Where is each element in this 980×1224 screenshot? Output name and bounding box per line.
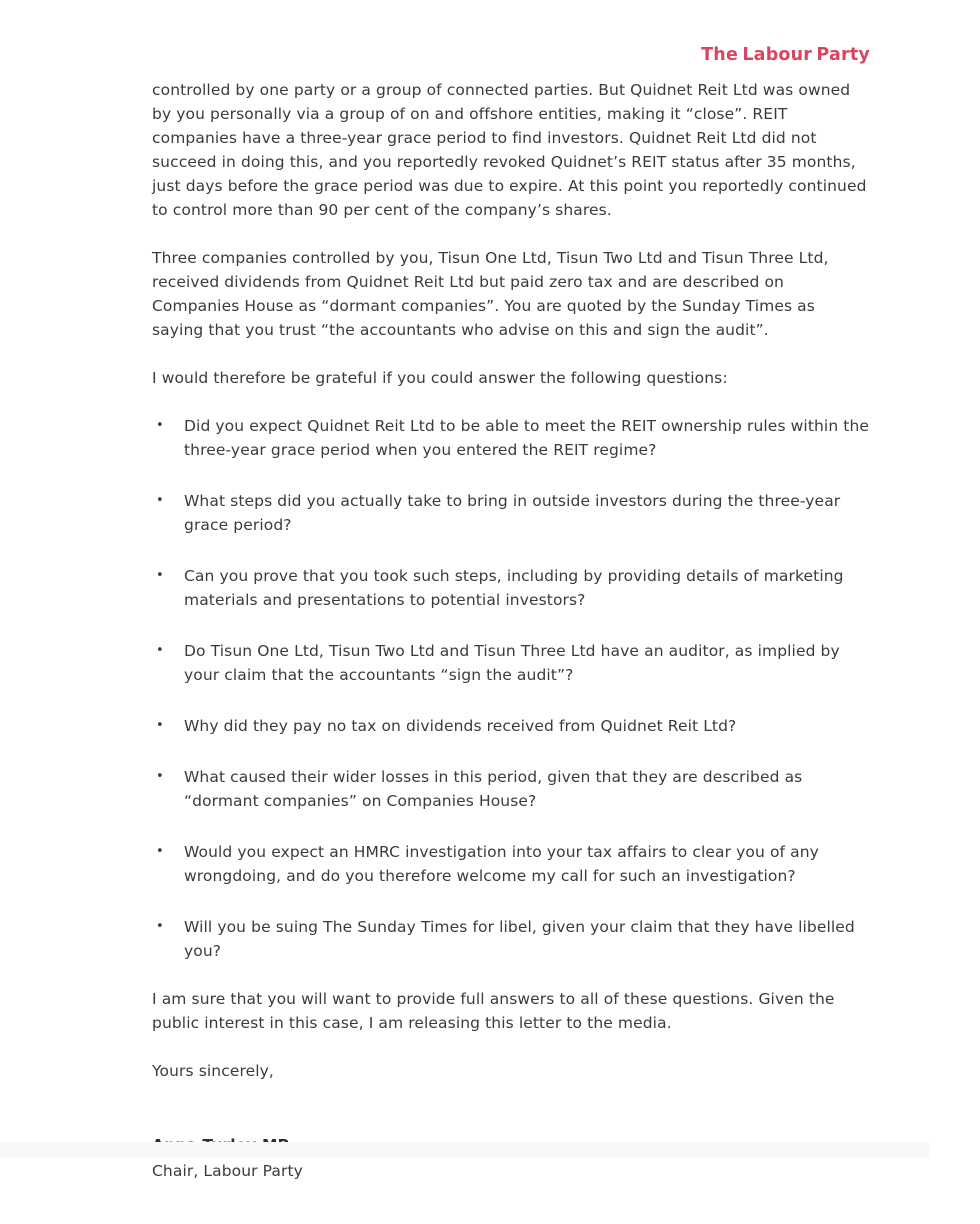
question-text: Can you prove that you took such steps, including by providing details of marketing materials and presentations to potential investors? <box>184 567 844 609</box>
question-text: Would you expect an HMRC investigation into your tax affairs to clear you of any wrongdoing, and do you therefore welcome my call for such an investigation? <box>184 843 819 885</box>
question-item <box>152 564 870 612</box>
question-text: Do Tisun One Ltd, Tisun Two Ltd and Tisun Three Ltd have an auditor, as implied by your claim that the accountants “sign the audit”? <box>184 642 840 684</box>
question-item <box>152 639 870 687</box>
bullet-icon: • <box>156 643 164 658</box>
question-item <box>152 489 870 537</box>
signature-title: Chair, Labour Party <box>152 1162 303 1180</box>
question-text: What steps did you actually take to bring in outside investors during the three-year grace period? <box>184 492 841 534</box>
bullet-icon: • <box>156 568 164 583</box>
page-edge-artifact <box>0 1142 930 1158</box>
bullet-icon: • <box>156 493 164 508</box>
signoff-text: Yours sincerely, <box>152 1062 274 1080</box>
bullet-icon: • <box>156 919 164 934</box>
question-item <box>152 840 870 888</box>
question-item <box>152 714 870 738</box>
question-text: Did you expect Quidnet Reit Ltd to be able to meet the REIT ownership rules within the three-year grace period when you entered the REIT regime? <box>184 417 870 459</box>
letter-body <box>152 78 870 1183</box>
letter-paragraph: Three companies controlled by you, Tisun One Ltd, Tisun Two Ltd and Tisun Three Ltd, received dividends from Quidnet Reit Ltd but paid zero tax and are described on Companies House as “dormant companies”. You are quoted by the Sunday Times as saying that you trust “the accountants who advise on this and sign the audit”. <box>152 249 829 339</box>
question-text: Will you be suing The Sunday Times for libel, given your claim that they have libelled you? <box>184 918 855 960</box>
bullet-icon: • <box>156 844 164 859</box>
question-text: What caused their wider losses in this period, given that they are described as “dormant companies” on Companies House? <box>184 768 803 810</box>
signature-block <box>152 1059 870 1183</box>
questions-intro: I would therefore be grateful if you could answer the following questions: <box>152 369 728 387</box>
question-item <box>152 915 870 963</box>
question-item <box>152 765 870 813</box>
question-text: Why did they pay no tax on dividends received from Quidnet Reit Ltd? <box>184 717 737 735</box>
questions-list <box>152 414 870 963</box>
labour-party-logo: The Labour Party <box>701 45 870 65</box>
letter-paragraph: controlled by one party or a group of connected parties. But Quidnet Reit Ltd was owned by you personally via a group of on and offshore entities, making it “close”. REIT companies have a three-year grace period to find investors. Quidnet Reit Ltd did not succeed in doing this, and you reportedly revoked Quidnet’s REIT status after 35 months, just days before the grace period was due to expire. At this point you reportedly continued to control more than 90 per cent of the company’s shares. <box>152 81 867 219</box>
question-item <box>152 414 870 462</box>
closing-paragraph: I am sure that you will want to provide full answers to all of these questions. Given the public interest in this case, I am releasing this letter to the media. <box>152 990 835 1032</box>
bullet-icon: • <box>156 769 164 784</box>
bullet-icon: • <box>156 718 164 733</box>
bullet-icon: • <box>156 418 164 433</box>
